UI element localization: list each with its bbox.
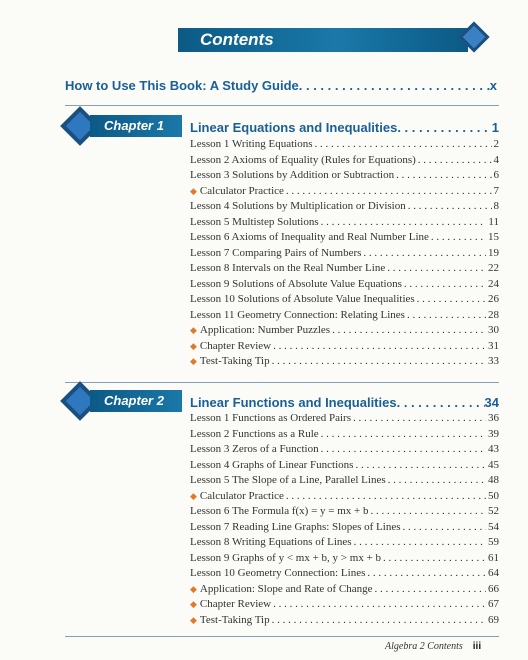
toc-entry-label: Lesson 1 Writing Equations (190, 138, 313, 150)
toc-entry-label: Calculator Practice (199, 489, 284, 502)
toc-entry-label: Lesson 5 Multistep Solutions (190, 215, 319, 228)
toc-entry-label: Chapter Review (199, 598, 272, 610)
toc-entry[interactable] (190, 292, 499, 308)
toc-entry[interactable] (190, 582, 499, 598)
page-title: Contents (178, 28, 468, 52)
toc-entry[interactable] (190, 411, 499, 427)
toc-entry-page: 59 (488, 536, 499, 548)
toc-entry-page: 24 (488, 277, 499, 290)
chapter-1-page: 1 (491, 120, 499, 135)
toc-entry-page: 67 (488, 598, 499, 610)
leader-dots (407, 308, 486, 324)
leader-dots (383, 551, 486, 567)
leader-dots (375, 582, 486, 598)
toc-entry-page: 52 (488, 505, 499, 517)
toc-entry-label: Lesson 10 Solutions of Absolute Value Inequalities (190, 293, 415, 305)
toc-entry-page: 39 (488, 427, 499, 440)
toc-entry[interactable] (190, 427, 499, 443)
leader-dots (321, 442, 486, 458)
leader-dots (418, 153, 492, 169)
toc-entry[interactable] (190, 442, 499, 458)
toc-entry[interactable] (190, 566, 499, 582)
toc-entry-page: 33 (488, 355, 499, 367)
toc-entry-page: 45 (488, 458, 499, 471)
toc-entry-label: Lesson 4 Graphs of Linear Functions (190, 458, 354, 471)
footer-divider (65, 636, 499, 637)
toc-entry-page: 22 (488, 262, 499, 274)
toc-entry-page: 2 (493, 138, 499, 150)
toc-entry-label: Lesson 3 Solutions by Addition or Subtraction (190, 169, 395, 181)
leader-dots (417, 292, 486, 308)
toc-entry[interactable] (190, 168, 499, 184)
page-footer (385, 641, 481, 652)
chapter-1-heading[interactable] (190, 120, 499, 135)
toc-entry[interactable] (190, 199, 499, 215)
chapter-1-title: Linear Equations and Inequalities (190, 120, 398, 135)
chapter-2-lessons (190, 411, 499, 628)
leader-dots (273, 339, 486, 355)
chapter-2-tab: Chapter 2 (90, 390, 182, 412)
chapter-2-heading[interactable] (190, 395, 499, 410)
toc-entry-page: 50 (488, 489, 499, 502)
leader-dots (354, 535, 486, 551)
toc-entry-label: Lesson 9 Solutions of Absolute Value Equations (190, 277, 402, 290)
toc-entry-page: 66 (488, 582, 499, 595)
toc-entry[interactable] (190, 520, 499, 536)
toc-entry-label: Lesson 2 Axioms of Equality (Rules for Equations) (190, 153, 416, 166)
toc-entry-page: 48 (488, 474, 499, 486)
toc-entry[interactable] (190, 613, 499, 629)
bullet-diamond-icon: ◆ (190, 185, 197, 196)
toc-entry-page: 61 (488, 551, 499, 564)
toc-entry-label: Test-Taking Tip (199, 613, 270, 626)
toc-entry-label: Lesson 9 Graphs of y < mx + b, y > mx + b (190, 551, 382, 564)
bullet-diamond-icon: ◆ (190, 340, 197, 351)
leader-dots (388, 473, 486, 489)
toc-entry-page: 54 (488, 520, 499, 533)
toc-entry-label: Lesson 7 Comparing Pairs of Numbers (190, 246, 362, 259)
leader-dots (314, 137, 491, 153)
toc-entry-label: Lesson 8 Writing Equations of Lines (190, 536, 352, 548)
toc-entry-label: Chapter Review (199, 339, 272, 352)
toc-entry-page: 4 (493, 153, 499, 166)
toc-entry[interactable] (190, 489, 499, 505)
leader-dots (363, 246, 486, 262)
leader-dots (397, 120, 491, 135)
leader-dots (396, 168, 491, 184)
toc-entry-page: 7 (493, 184, 499, 197)
chapter-1-tab: Chapter 1 (90, 115, 182, 137)
divider (65, 382, 499, 383)
chapter-2-title: Linear Functions and Inequalities (190, 395, 397, 410)
study-guide-label: How to Use This Book: A Study Guide (65, 78, 299, 93)
leader-dots (273, 597, 486, 613)
toc-entry[interactable] (190, 458, 499, 474)
toc-entry[interactable] (190, 354, 499, 370)
toc-entry[interactable] (190, 215, 499, 231)
toc-entry-label: Calculator Practice (199, 184, 284, 197)
toc-entry[interactable] (190, 339, 499, 355)
leader-dots (286, 184, 492, 200)
toc-entry-label: Lesson 4 Solutions by Multiplication or Division (190, 200, 406, 212)
toc-entry-page: 43 (488, 443, 499, 455)
toc-entry[interactable] (190, 323, 499, 339)
leader-dots (321, 215, 487, 231)
leader-dots (272, 613, 486, 629)
toc-entry-page: 8 (493, 200, 499, 212)
toc-entry-page: 6 (493, 169, 499, 181)
toc-entry-label: Lesson 5 The Slope of a Line, Parallel Lines (190, 474, 386, 486)
footer-book: Algebra 2 Contents (385, 641, 463, 652)
toc-entry[interactable] (190, 597, 499, 613)
toc-entry-label: Lesson 1 Functions as Ordered Pairs (190, 412, 352, 424)
toc-entry-page: 64 (488, 567, 499, 579)
leader-dots (355, 458, 486, 474)
leader-dots (353, 411, 486, 427)
toc-entry-label: Lesson 2 Functions as a Rule (190, 427, 319, 440)
bullet-diamond-icon: ◆ (190, 583, 197, 594)
toc-entry-page: 19 (488, 246, 499, 259)
toc-entry[interactable] (190, 153, 499, 169)
toc-entry-page: 15 (488, 231, 499, 243)
toc-entry-label: Lesson 8 Intervals on the Real Number Line (190, 262, 386, 274)
bullet-diamond-icon: ◆ (190, 325, 197, 335)
study-guide-page: x (489, 78, 497, 93)
toc-entry-page: 11 (488, 215, 499, 228)
chapter-1-lessons (190, 137, 499, 370)
bullet-diamond-icon: ◆ (190, 614, 197, 625)
leader-dots (272, 354, 486, 370)
leader-dots (286, 489, 486, 505)
leader-dots (299, 78, 490, 93)
study-guide-entry[interactable] (65, 78, 497, 93)
toc-entry[interactable] (190, 551, 499, 567)
toc-entry[interactable] (190, 473, 499, 489)
toc-entry[interactable] (190, 308, 499, 324)
toc-entry[interactable] (190, 137, 499, 153)
bullet-diamond-icon: ◆ (190, 356, 197, 366)
toc-entry[interactable] (190, 184, 499, 200)
toc-entry-label: Application: Number Puzzles (199, 324, 331, 336)
footer-page: iii (472, 641, 482, 652)
toc-entry-label: Application: Slope and Rate of Change (199, 582, 373, 595)
toc-entry-label: Test-Taking Tip (199, 355, 270, 367)
toc-entry-page: 31 (488, 339, 499, 352)
toc-entry-page: 28 (488, 308, 499, 321)
toc-entry-label: Lesson 10 Geometry Connection: Lines (190, 567, 366, 579)
leader-dots (387, 261, 486, 277)
leader-dots (404, 277, 486, 293)
chapter-2-page: 34 (484, 395, 499, 410)
leader-dots (431, 230, 486, 246)
toc-entry[interactable] (190, 277, 499, 293)
toc-entry-label: Lesson 3 Zeros of a Function (190, 443, 319, 455)
leader-dots (397, 395, 485, 410)
divider (65, 105, 499, 106)
toc-entry-label: Lesson 11 Geometry Connection: Relating Lines (190, 308, 405, 321)
toc-entry[interactable] (190, 261, 499, 277)
bullet-diamond-icon: ◆ (190, 599, 197, 609)
toc-entry-label: Lesson 6 Axioms of Inequality and Real Number Line (190, 231, 429, 243)
leader-dots (321, 427, 486, 443)
leader-dots (408, 199, 492, 215)
toc-entry[interactable] (190, 246, 499, 262)
toc-entry[interactable] (190, 230, 499, 246)
leader-dots (367, 566, 486, 582)
bullet-diamond-icon: ◆ (190, 490, 197, 501)
toc-entry-label: Lesson 7 Reading Line Graphs: Slopes of Lines (190, 520, 401, 533)
toc-entry-page: 26 (488, 293, 499, 305)
toc-entry-page: 69 (488, 613, 499, 626)
leader-dots (403, 520, 487, 536)
leader-dots (332, 323, 486, 339)
toc-entry[interactable] (190, 535, 499, 551)
toc-entry-page: 30 (488, 324, 499, 336)
toc-entry[interactable] (190, 504, 499, 520)
leader-dots (371, 504, 487, 520)
toc-entry-page: 36 (488, 412, 499, 424)
toc-entry-label: Lesson 6 The Formula f(x) = y = mx + b (190, 505, 369, 517)
